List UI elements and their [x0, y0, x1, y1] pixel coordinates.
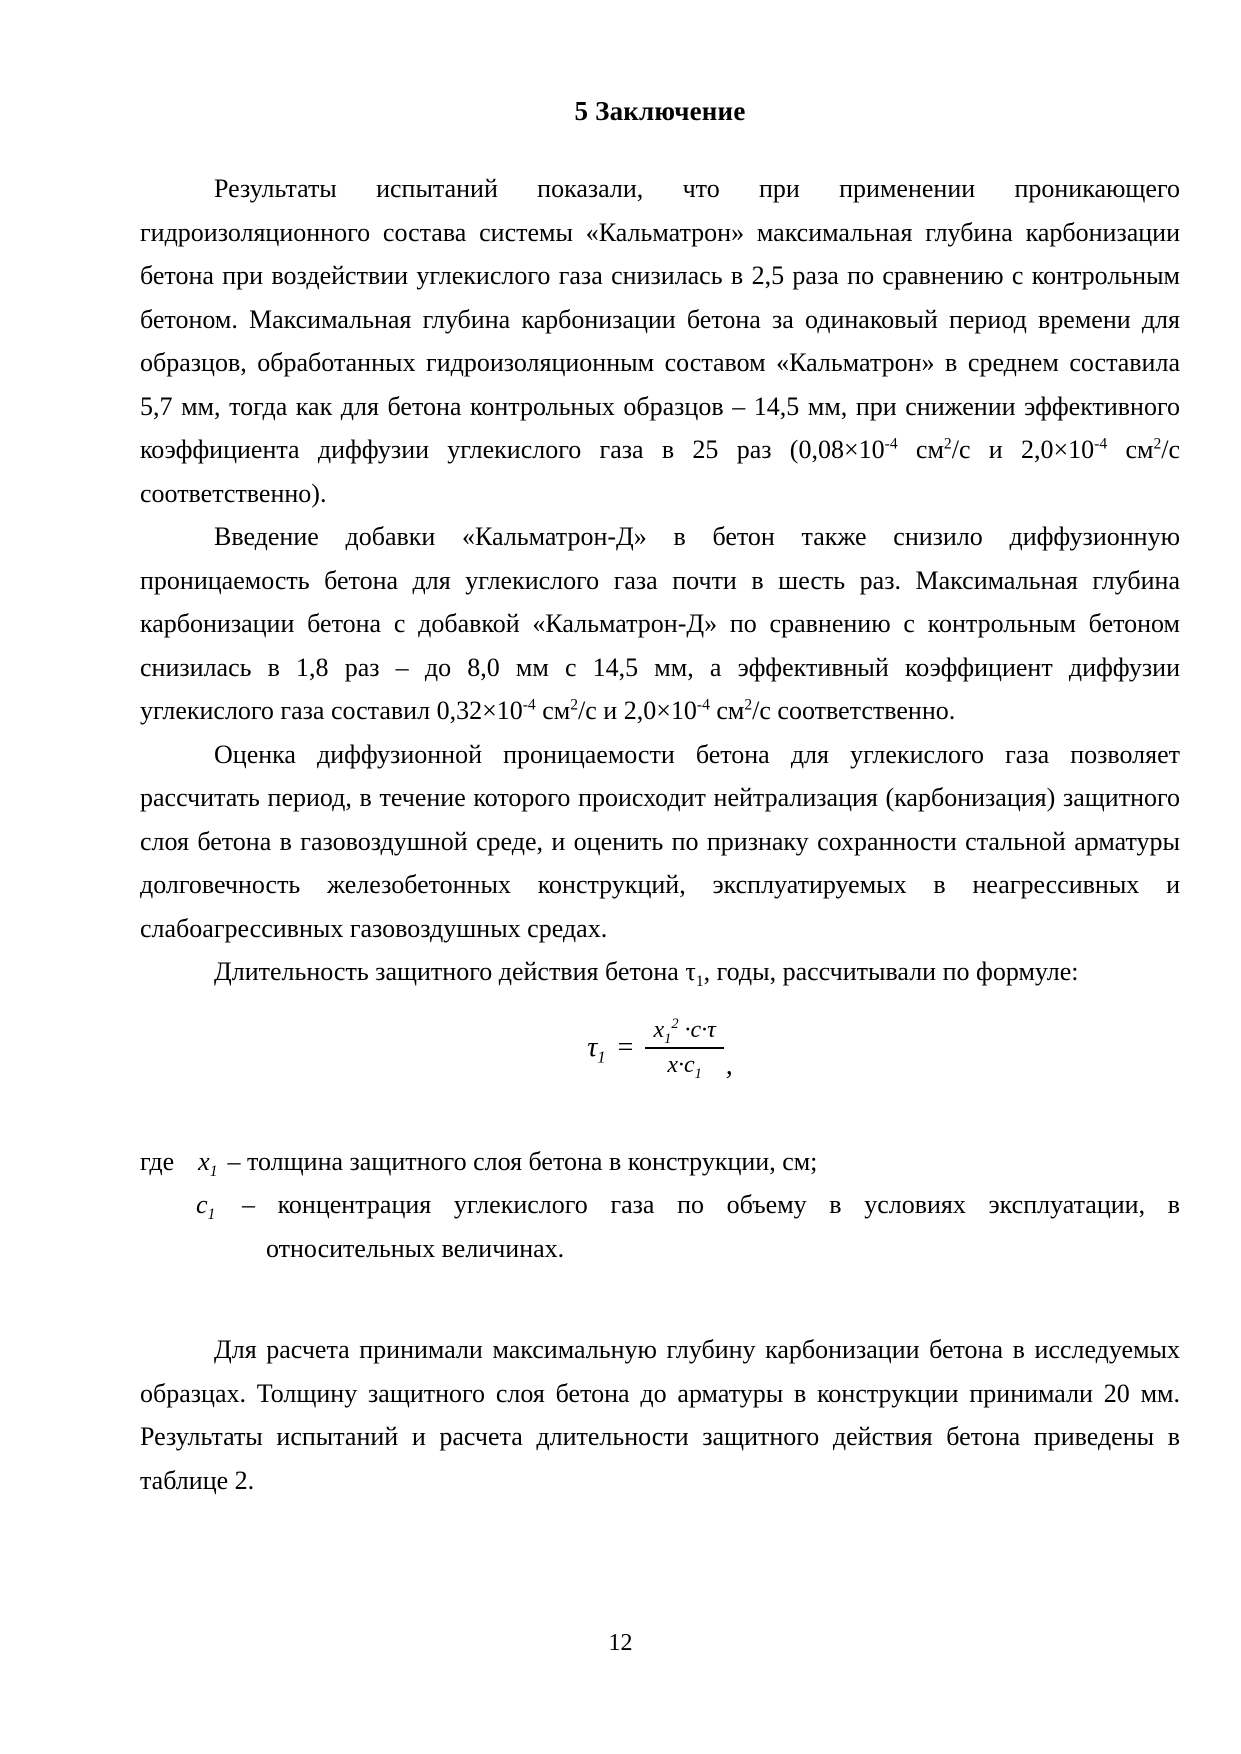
- formula-comma: ,: [725, 1049, 733, 1081]
- formula-numerator: $x_1^2 \cdot c\cdot\tau$: [653, 1015, 716, 1047]
- c1-symbol: $c_1$: [196, 1190, 216, 1224]
- where-label: где: [140, 1146, 175, 1176]
- formula-fraction: [645, 1015, 723, 1082]
- definition-c1: [140, 1183, 1180, 1227]
- c1-dash: –: [241, 1190, 255, 1219]
- formula-equals: =: [617, 1031, 634, 1063]
- formula-denominator: $x\cdot c_1$: [645, 1047, 723, 1079]
- x1-symbol: $x_1$: [198, 1146, 218, 1180]
- paragraph-results: Результаты испытаний показали, что при применении проникающего гидроизоляционного состава системы «Кальматрон» максимальная глубина карбонизации бетона при воздействии углекислого газа снизилась в 2,5 раза по сравнению с контрольным бетоном. Максимальная глубина карбонизации бетона за одинаковый период времени для образцов, обработанных гидроизоляционным составом «Кальматрон» в среднем составила 5,7 мм, тогда как для бетона контрольных образцов – 14,5 мм, при снижении эффективного коэффициента диффузии углекислого газа в 25 раз ($0,08\times 10^{-4}$ $см^2/с$ и $2,0\times 10^{-4}$ $см^2/с$ соответственно).: [140, 174, 1181, 508]
- section-title: 5 Заключение: [574, 96, 746, 126]
- page-number: 12: [608, 1630, 633, 1656]
- paragraph-calculation: Для расчета принимали максимальную глубину карбонизации бетона в исследуемых образцах. Толщину защитного слоя бетона до арматуры в конструкции принимали 20 мм. Результаты испытаний и расчета длительности защитного действия бетона приведены в таблице 2.: [140, 1335, 1180, 1495]
- variable-definitions: [140, 1140, 1180, 1271]
- paragraph-additive: Введение добавки «Кальматрон-Д» в бетон также снизило диффузионную проницаемость бетона для углекислого газа почти в шесть раз. Максимальная глубина карбонизации бетона с добавкой «Кальматрон-Д» по сравнению с контрольным бетоном снизилась в 1,8 раз – до 8,0 мм с 14,5 мм, а эффективный коэффициент диффузии углекислого газа составил $0,32\times 10^{-4}$ $см^2/с$ и $2,0\times 10^{-4}$ $см^2/с$ соответственно.: [140, 522, 1180, 725]
- c1-description-line1: концентрация углекислого газа по объему в условиях эксплуатации, в: [277, 1190, 1180, 1219]
- paragraph-assessment: Оценка диффузионной проницаемости бетона для углекислого газа позволяет рассчитать период, в течение которого происходит нейтрализация (карбонизация) защитного слоя бетона в газовоздушной среде, и оценить по признаку сохранности стальной арматуры долговечность железобетонных конструкций, эксплуатируемых в неагрессивных и слабоагрессивных газовоздушных средах.: [140, 739, 1180, 943]
- definition-x1: [140, 1140, 1180, 1184]
- c1-description-line2: относительных величинах.: [266, 1233, 565, 1263]
- formula-lhs: $\tau_1$: [587, 1031, 606, 1067]
- x1-description: – толщина защитного слоя бетона в конструкции, см;: [227, 1146, 818, 1176]
- formula: [140, 1000, 1180, 1096]
- page-content: [140, 96, 1180, 1502]
- paragraph-duration-intro: Длительность защитного действия бетона $\tau_1$, годы, рассчитывали по формуле:: [214, 957, 1079, 991]
